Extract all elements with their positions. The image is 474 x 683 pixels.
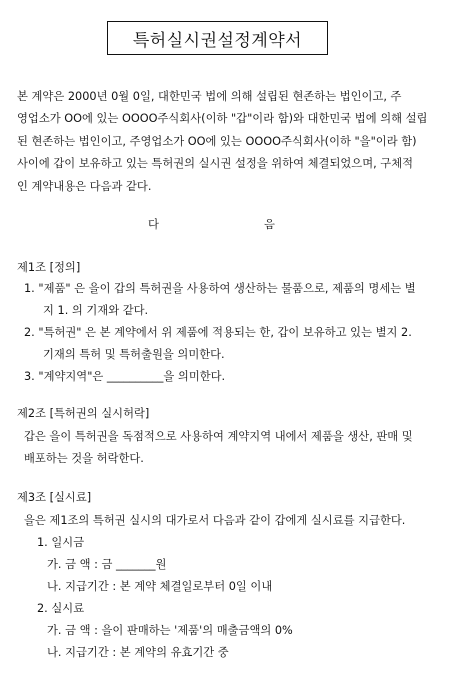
- intro-line: 인 계약내용은 다음과 같다.: [17, 179, 152, 193]
- intro-line: 본 계약은 2000년 0월 0일, 대한민국 법에 의해 설립된 현존하는 법인이고, 주: [17, 90, 402, 103]
- article1-item-cont: 기재의 특허 및 특허출원을 의미한다.: [43, 348, 225, 361]
- article3-text: 을은 제1조의 특허권 실시의 대가로서 다음과 같이 갑에게 실시료를 지급한다.: [24, 514, 406, 527]
- article2-text: 갑은 을이 특허권을 독점적으로 사용하여 계약지역 내에서 제품을 생산, 판매 및: [24, 430, 413, 443]
- article1-item: 2. "특허권" 은 본 계약에서 위 제품에 적용되는 한, 갑이 보유하고 있는 별지 2.: [24, 326, 412, 339]
- article1-item-cont: 지 1. 의 기재와 같다.: [43, 304, 149, 317]
- article3-detail: 가. 금 액 : 금 _______원: [47, 558, 167, 571]
- article3-heading: 제3조 [실시료]: [17, 491, 92, 504]
- article2-text: 배포하는 것을 허락한다.: [24, 452, 144, 465]
- intro-paragraph: [17, 86, 459, 198]
- article1-heading: 제1조 [정의]: [17, 261, 81, 274]
- article3-detail: 나. 지급기간 : 본 계약 체결일로부터 0일 이내: [47, 580, 273, 593]
- dagum-right: 음: [264, 218, 275, 231]
- document-title-box: [107, 21, 328, 55]
- intro-line: 된 현존하는 법인이고, 주영업소가 OO에 있는 OOOO주식회사(이하 "을"이라 함): [17, 134, 417, 148]
- article1-item: 3. "계약지역"은 __________을 의미한다.: [24, 370, 226, 383]
- article3-detail: 나. 지급기간 : 본 계약의 유효기간 중: [47, 646, 229, 659]
- article3-subitem: 2. 실시료: [37, 602, 85, 615]
- article3-detail: 가. 금 액 : 을이 판매하는 '제품'의 매출금액의 0%: [47, 624, 293, 637]
- dagum-left: 다: [148, 218, 159, 231]
- document-title: 특허실시권설정계약서: [132, 30, 303, 51]
- intro-line: 영업소가 OO에 있는 OOOO주식회사(이하 "갑"이라 함)와 대한민국 법에 의해 설립: [17, 112, 428, 126]
- article3-subitem: 1. 일시금: [37, 536, 85, 549]
- article1-item: 1. "제품" 은 을이 갑의 특허권을 사용하여 생산하는 물품으로, 제품의 명세는 별: [24, 282, 416, 295]
- article2-heading: 제2조 [특허권의 실시허락]: [17, 407, 150, 420]
- intro-line: 사이에 갑이 보유하고 있는 특허권의 실시권 설정을 위하여 체결되었으며, 구체적: [17, 157, 414, 171]
